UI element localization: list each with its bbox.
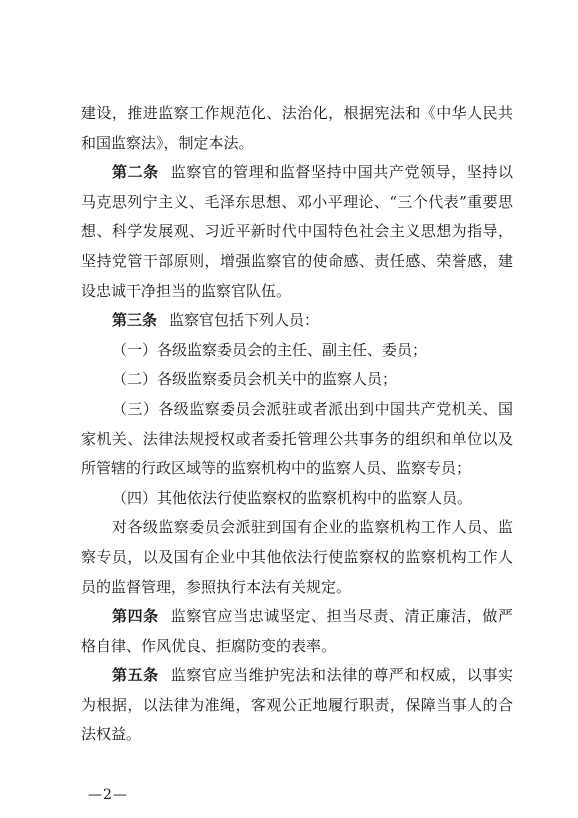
list-item-1: [81, 336, 513, 366]
article-4-heading: 第四条: [112, 607, 159, 626]
article-2-text: 监察官的管理和监督坚持中国共产党领导，坚持以马克思列宁主义、毛泽东思想、邓小平理论、“三个代表”重要思想、科学发展观、习近平新时代中国特色社会主义思想为指导，坚持党管干部原则，增强监察官的使命感、责任感、荣誉感，建设忠诚干净担当的监察官队伍。: [81, 163, 513, 300]
article-3-text: 监察官包括下列人员：: [169, 311, 320, 330]
article-2-heading: 第二条: [112, 163, 159, 182]
list-item-4: [81, 484, 513, 514]
list-item-3: [81, 395, 513, 484]
article-5-heading: 第五条: [112, 666, 159, 685]
list-item-1-text: （一）各级监察委员会的主任、副主任、委员；: [112, 340, 428, 359]
article-5-text: 监察官应当维护宪法和法律的尊严和权威，以事实为根据，以法律为准绳，客观公正地履行职责，保障当事人的合法权益。: [81, 666, 513, 744]
article-2: [81, 158, 513, 306]
paragraph-1: [81, 99, 513, 158]
paragraph-1-text: 建设，推进监察工作规范化、法治化，根据宪法和《中华人民共和国监察法》，制定本法。: [81, 104, 513, 152]
list-item-3-text: （三）各级监察委员会派驻或者派出到中国共产党机关、国家机关、法律法规授权或者委托管理公共事务的组织和单位以及所管辖的行政区域等的监察机构中的监察人员、监察专员；: [81, 399, 513, 478]
article-5: [81, 661, 513, 750]
document-body: [81, 99, 513, 750]
list-item-2: [81, 365, 513, 395]
article-3: [81, 306, 513, 336]
page-number: —2—: [88, 787, 128, 803]
paragraph-soe: [81, 513, 513, 602]
paragraph-soe-text: 对各级监察委员会派驻到国有企业的监察机构工作人员、监察专员，以及国有企业中其他依法行使监察权的监察机构工作人员的监督管理，参照执行本法有关规定。: [81, 518, 513, 596]
list-item-4-text: （四）其他依法行使监察权的监察机构中的监察人员。: [112, 488, 473, 507]
article-4-text: 监察官应当忠诚坚定、担当尽责、清正廉洁，做严格自律、作风优良、拒腐防变的表率。: [81, 607, 513, 655]
article-4: [81, 602, 513, 661]
article-3-heading: 第三条: [112, 311, 158, 330]
list-item-2-text: （二）各级监察委员会机关中的监察人员；: [112, 370, 398, 389]
